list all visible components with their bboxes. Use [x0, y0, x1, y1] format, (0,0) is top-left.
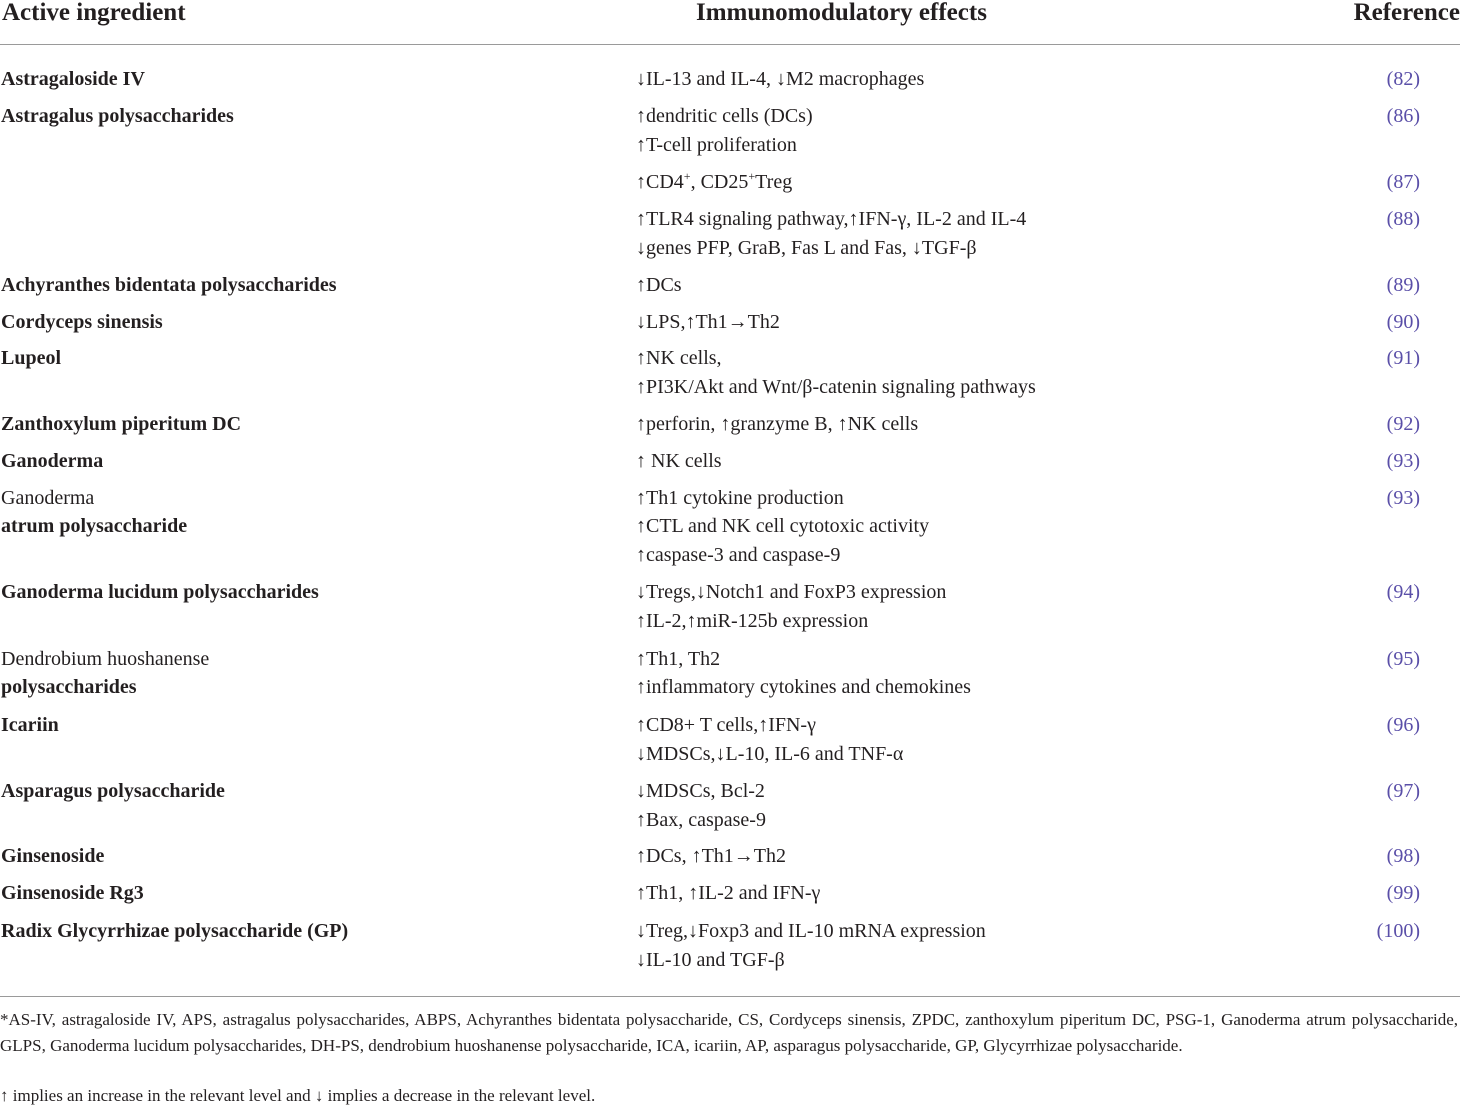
effects-cell — [620, 879, 1340, 917]
effects-cell — [620, 484, 1340, 578]
reference-number[interactable]: 98 — [1393, 845, 1414, 868]
reference-cell — [1340, 205, 1460, 271]
table-row — [0, 344, 1460, 410]
effects-cell — [620, 344, 1340, 410]
effect-line: ↑TLR4 signaling pathway,↑IFN-γ, IL-2 and IL-4 — [636, 208, 1027, 231]
effect-line: ↑IL-2,↑miR-125b expression — [636, 609, 869, 632]
table-row — [0, 842, 1460, 879]
table-row — [0, 271, 1460, 308]
ingredient-name: Achyranthes bidentata polysaccharides — [1, 273, 337, 296]
reference-link[interactable]: (98) — [1386, 845, 1420, 868]
ingredient-name: Cordyceps sinensis — [1, 310, 163, 333]
reference-link[interactable]: (96) — [1386, 714, 1420, 737]
effect-line: ↓Tregs,↓Notch1 and FoxP3 expression — [636, 580, 947, 603]
effect-line: ↑PI3K/Akt and Wnt/β-catenin signaling pathways — [636, 376, 1036, 399]
effects-cell — [620, 308, 1340, 345]
reference-number[interactable]: 100 — [1383, 919, 1414, 942]
ingredient-cell — [0, 271, 620, 308]
effect-line: ↑caspase-3 and caspase-9 — [636, 544, 841, 567]
reference-number[interactable]: 93 — [1393, 486, 1414, 509]
reference-cell — [1340, 344, 1460, 410]
effects-cell — [620, 102, 1340, 169]
reference-number[interactable]: 87 — [1393, 171, 1414, 194]
ingredient-name: Astragaloside IV — [1, 68, 145, 90]
table-row — [0, 205, 1460, 271]
ingredient-name: Zanthoxylum piperitum DC — [1, 412, 242, 435]
reference-cell — [1340, 917, 1460, 983]
ingredient-name: Icariin — [1, 714, 59, 737]
reference-cell — [1340, 168, 1460, 205]
ingredient-name: Ganoderma lucidum polysaccharides — [1, 580, 319, 603]
reference-cell — [1340, 308, 1460, 345]
table-header-row — [0, 0, 1460, 45]
effects-cell — [620, 842, 1340, 879]
effect-line: ↑Th1 cytokine production — [636, 486, 844, 509]
reference-cell — [1340, 410, 1460, 447]
reference-cell — [1340, 842, 1460, 879]
table-row — [0, 777, 1460, 843]
ingredient-cell — [0, 578, 620, 645]
reference-number[interactable]: 91 — [1393, 347, 1414, 370]
reference-number[interactable]: 89 — [1393, 273, 1414, 296]
reference-number[interactable]: 96 — [1393, 714, 1414, 737]
ingredient-name: Lupeol — [1, 347, 62, 370]
effect-line: ↑DCs — [636, 273, 682, 296]
reference-cell — [1340, 45, 1460, 102]
reference-number[interactable]: 86 — [1393, 104, 1414, 127]
effect-line: ↑T-cell proliferation — [636, 133, 797, 156]
reference-number[interactable]: 99 — [1393, 882, 1414, 905]
effect-line: ↓IL-10 and TGF-β — [636, 948, 785, 971]
ingredient-cell — [0, 45, 620, 102]
effect-line: ↑perforin, ↑granzyme B, ↑NK cells — [636, 412, 919, 435]
ingredient-cell — [0, 645, 620, 712]
reference-link[interactable]: (82) — [1386, 68, 1420, 90]
effects-cell — [620, 917, 1340, 983]
effect-line: ↑CTL and NK cell cytotoxic activity — [636, 515, 930, 538]
effect-line: ↓Treg,↓Foxp3 and IL-10 mRNA expression — [636, 919, 986, 942]
abbreviations-footnote: *AS-IV, astragaloside IV, APS, astragalus polysaccharides, ABPS, Achyranthes bidentata polysaccharide, CS, Cordyceps sinensis, ZPDC, zanthoxylum piperitum DC, PSG-1, Ganoderma atrum polysaccharide, GLPS, Ganoderma lucidum polysaccharides, DH-PS, dendrobium huoshanense polysaccharide, ICA, icariin, AP, asparagus polysaccharide, GP, Glycyrrhizae polysaccharide. — [0, 1010, 1458, 1055]
effects-cell — [620, 645, 1340, 712]
table-row — [0, 102, 1460, 169]
header-immunomodulatory-effects: Immunomodulatory effects — [620, 0, 1340, 45]
reference-cell — [1340, 578, 1460, 645]
reference-link[interactable]: (91) — [1386, 347, 1420, 370]
reference-link[interactable]: (94) — [1386, 580, 1420, 603]
table-body — [0, 45, 1460, 983]
ingredient-cell — [0, 879, 620, 917]
ingredient-name: Astragalus polysaccharides — [1, 104, 234, 127]
reference-cell — [1340, 645, 1460, 712]
table-row — [0, 447, 1460, 484]
ingredient-name: Asparagus polysaccharide — [1, 779, 225, 802]
ingredient-name: Ganoderma — [1, 486, 95, 509]
header-reference: Reference — [1340, 0, 1460, 45]
reference-cell — [1340, 271, 1460, 308]
reference-number[interactable]: 97 — [1393, 779, 1414, 802]
reference-link[interactable]: (95) — [1386, 647, 1420, 670]
effect-line: ↓genes PFP, GraB, Fas L and Fas, ↓TGF-β — [636, 236, 977, 259]
ingredient-cell — [0, 344, 620, 410]
reference-number[interactable]: 93 — [1393, 449, 1414, 472]
effects-cell — [620, 447, 1340, 484]
effects-cell — [620, 578, 1340, 645]
effect-line: ↓LPS,↑Th1→Th2 — [636, 310, 780, 333]
table-row — [0, 168, 1460, 205]
effect-line: ↑Th1, Th2 — [636, 647, 721, 670]
reference-number[interactable]: 90 — [1393, 310, 1414, 333]
effects-cell — [620, 168, 1340, 205]
effect-line: ↑DCs, ↑Th1→Th2 — [636, 845, 786, 868]
reference-link[interactable]: (93) — [1386, 486, 1420, 509]
ingredient-name: Ganoderma — [1, 449, 104, 472]
ingredient-name: Radix Glycyrrhizae polysaccharide (GP) — [1, 919, 349, 942]
effect-line: ↑ NK cells — [636, 449, 722, 472]
ingredient-cell — [0, 205, 620, 271]
reference-link[interactable]: (88) — [1386, 208, 1420, 231]
reference-link[interactable]: (86) — [1386, 104, 1420, 127]
table-row — [0, 917, 1460, 983]
reference-link[interactable]: (89) — [1386, 273, 1420, 296]
ingredient-name: Ginsenoside Rg3 — [1, 882, 144, 905]
reference-number[interactable]: 88 — [1393, 208, 1414, 231]
effect-line: ↓MDSCs,↓L-10, IL-6 and TNF-α — [636, 742, 904, 765]
reference-cell — [1340, 102, 1460, 169]
reference-cell — [1340, 484, 1460, 578]
effects-cell — [620, 410, 1340, 447]
effect-line: ↑inflammatory cytokines and chemokines — [636, 676, 971, 699]
ingredient-cell — [0, 410, 620, 447]
ingredient-name: Dendrobium huoshanense — [1, 647, 210, 670]
reference-link[interactable]: (93) — [1386, 449, 1420, 472]
reference-number[interactable]: 82 — [1393, 68, 1414, 90]
ingredient-cell — [0, 484, 620, 578]
footnote-divider — [0, 996, 1460, 997]
effect-line: ↑NK cells, — [636, 347, 722, 370]
effect-line: ↑Th1, ↑IL-2 and IFN-γ — [636, 882, 821, 905]
reference-number[interactable]: 92 — [1393, 412, 1414, 435]
effect-line: ↑CD8+ T cells,↑IFN-γ — [636, 714, 816, 737]
ingredient-cell — [0, 102, 620, 169]
effect-line: ↑dendritic cells (DCs) — [636, 104, 813, 127]
table-row — [0, 484, 1460, 578]
reference-link[interactable]: (100) — [1376, 919, 1420, 942]
table-row — [0, 578, 1460, 645]
effects-cell — [620, 205, 1340, 271]
ingredient-name: Ginsenoside — [1, 845, 105, 868]
reference-link[interactable]: (99) — [1386, 882, 1420, 905]
reference-link[interactable]: (90) — [1386, 310, 1420, 333]
table-row — [0, 308, 1460, 345]
effect-line: ↑CD4+, CD25+Treg — [636, 169, 793, 194]
ingredient-name: atrum polysaccharide — [1, 515, 188, 538]
reference-cell — [1340, 879, 1460, 917]
ingredient-cell — [0, 777, 620, 843]
effects-cell — [620, 45, 1340, 102]
ingredient-name: polysaccharides — [1, 676, 137, 699]
effect-line: ↓IL-13 and IL-4, ↓M2 macrophages — [636, 68, 925, 90]
effect-line: ↓MDSCs, Bcl-2 — [636, 779, 765, 802]
reference-link[interactable]: (97) — [1386, 779, 1420, 802]
reference-cell — [1340, 447, 1460, 484]
table-row — [0, 410, 1460, 447]
ingredient-cell — [0, 917, 620, 983]
reference-number[interactable]: 94 — [1393, 580, 1414, 603]
table-row — [0, 879, 1460, 917]
ingredient-cell — [0, 711, 620, 777]
reference-cell — [1340, 711, 1460, 777]
reference-number[interactable]: 95 — [1393, 647, 1414, 670]
reference-link[interactable]: (87) — [1386, 171, 1420, 194]
reference-cell — [1340, 777, 1460, 843]
ingredient-cell — [0, 308, 620, 345]
ingredient-cell — [0, 842, 620, 879]
table-row — [0, 711, 1460, 777]
effect-line: ↑Bax, caspase-9 — [636, 808, 766, 831]
ingredient-cell — [0, 447, 620, 484]
effects-cell — [620, 777, 1340, 843]
table-row — [0, 645, 1460, 712]
header-active-ingredient: Active ingredient — [0, 0, 620, 45]
effects-cell — [620, 711, 1340, 777]
effects-cell — [620, 271, 1340, 308]
arrows-footnote: ↑ implies an increase in the relevant level and ↓ implies a decrease in the relevant level. — [0, 1086, 596, 1105]
table-row — [0, 45, 1460, 102]
reference-link[interactable]: (92) — [1386, 412, 1420, 435]
ingredient-cell — [0, 168, 620, 205]
